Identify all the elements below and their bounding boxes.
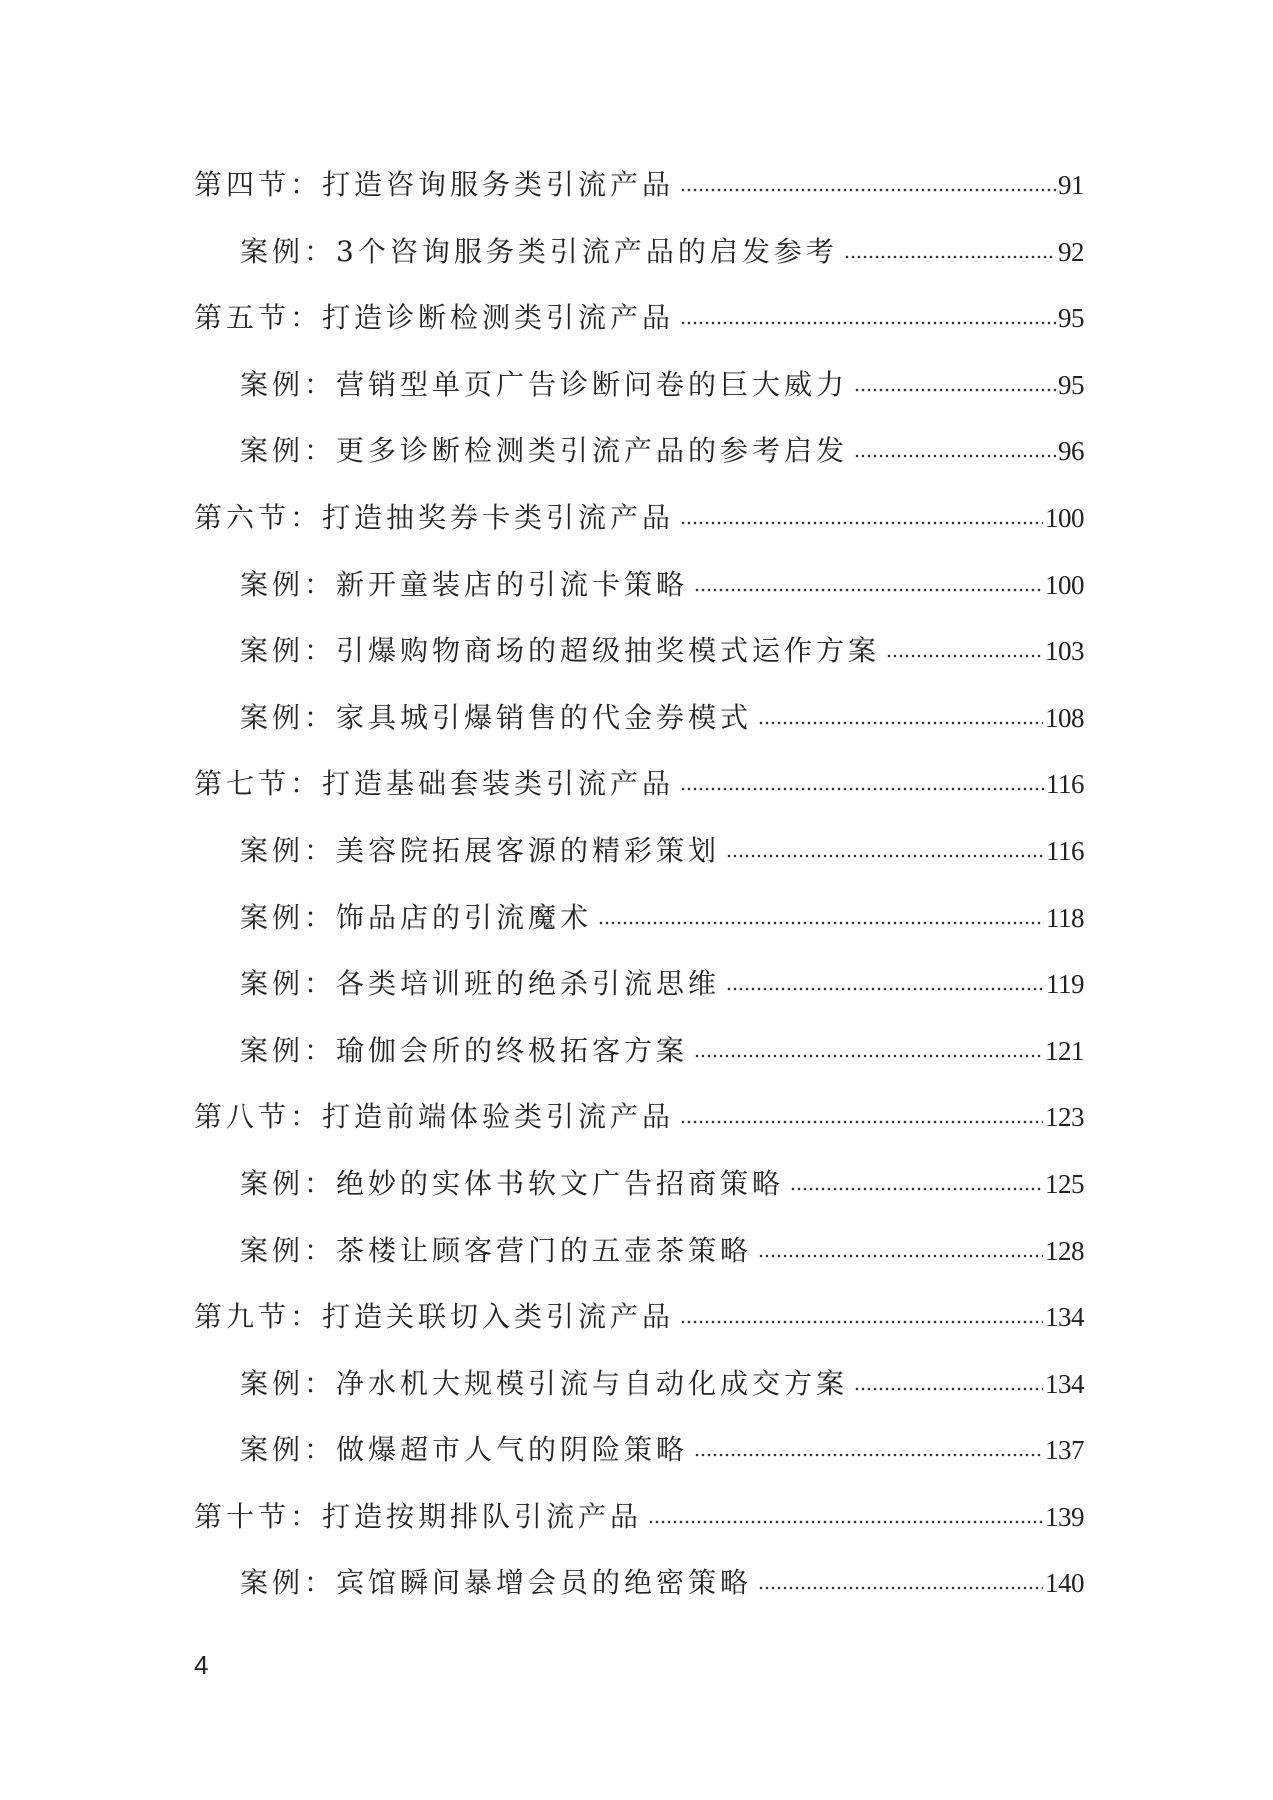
toc-entry-page-number: 95 <box>1058 369 1084 400</box>
toc-case-entry <box>194 1563 1084 1630</box>
toc-case-entry <box>194 964 1084 1031</box>
toc-section-entry <box>194 1097 1084 1164</box>
toc-case-entry <box>194 631 1084 698</box>
toc-case-entry <box>194 698 1084 765</box>
toc-entry-title: 第九节：打造关联切入类引流产品 <box>194 1300 675 1334</box>
dot-leader <box>680 165 1056 193</box>
toc-case-entry <box>194 898 1084 965</box>
toc-entry-title: 案例：各类培训班的绝杀引流思维 <box>240 967 721 1001</box>
toc-entry-page-number: 108 <box>1045 702 1084 733</box>
toc-case-entry <box>194 831 1084 898</box>
dot-leader <box>680 298 1056 326</box>
toc-section-entry <box>194 764 1084 831</box>
toc-entry-page-number: 95 <box>1058 303 1084 334</box>
toc-entry-page-number: 119 <box>1046 969 1084 1000</box>
toc-case-entry <box>194 1164 1084 1231</box>
toc-entry-title: 第五节：打造诊断检测类引流产品 <box>194 301 675 335</box>
toc-entry-page-number: 123 <box>1045 1102 1084 1133</box>
dot-leader <box>758 1231 1043 1259</box>
toc-case-entry <box>194 1430 1084 1497</box>
toc-entry-title: 第十节：打造按期排队引流产品 <box>194 1499 643 1533</box>
dot-leader <box>648 1497 1043 1525</box>
dot-leader <box>694 565 1043 593</box>
toc-entry-page-number: 116 <box>1046 835 1084 866</box>
toc-entry-page-number: 134 <box>1045 1368 1084 1399</box>
toc-case-entry <box>194 232 1084 299</box>
toc-case-entry <box>194 1031 1084 1098</box>
toc-entry-title: 第八节：打造前端体验类引流产品 <box>194 1100 675 1134</box>
dot-leader <box>886 631 1043 659</box>
toc-entry-title: 案例：做爆超市人气的阴险策略 <box>240 1433 689 1467</box>
toc-entry-title: 第六节：打造抽奖券卡类引流产品 <box>194 500 675 534</box>
dot-leader <box>854 431 1056 459</box>
toc-section-entry <box>194 165 1084 232</box>
toc-entry-title: 案例：新开童装店的引流卡策略 <box>240 567 689 601</box>
toc-case-entry <box>194 431 1084 498</box>
toc-entry-title: 案例：绝妙的实体书软文广告招商策略 <box>240 1166 785 1200</box>
toc-entry-page-number: 121 <box>1045 1035 1084 1066</box>
toc-entry-title: 案例：家具城引爆销售的代金券模式 <box>240 700 753 734</box>
toc-entry-page-number: 92 <box>1058 236 1084 267</box>
toc-entry-title: 案例：饰品店的引流魔术 <box>240 900 593 934</box>
dot-leader <box>726 831 1044 859</box>
page-number: 4 <box>194 1650 209 1680</box>
dot-leader <box>854 365 1056 393</box>
toc-entry-page-number: 134 <box>1045 1302 1084 1333</box>
toc-case-entry <box>194 1231 1084 1298</box>
toc-entry-page-number: 91 <box>1058 170 1084 200</box>
toc-entry-title: 案例：营销型单页广告诊断问卷的巨大威力 <box>240 367 849 401</box>
toc-entry-page-number: 116 <box>1046 769 1084 800</box>
dot-leader <box>598 898 1044 926</box>
toc-entry-page-number: 125 <box>1045 1168 1084 1199</box>
toc-entry-title: 案例：瑜伽会所的终极拓客方案 <box>240 1033 689 1067</box>
dot-leader <box>790 1164 1043 1192</box>
toc-entry-title: 第七节：打造基础套装类引流产品 <box>194 767 675 801</box>
toc-section-entry <box>194 1497 1084 1564</box>
toc-entry-page-number: 139 <box>1045 1501 1084 1532</box>
dot-leader <box>680 1097 1043 1125</box>
toc-entry-page-number: 100 <box>1045 569 1084 600</box>
toc-entry-title: 案例：净水机大规模引流与自动化成交方案 <box>240 1366 849 1400</box>
toc-section-entry <box>194 298 1084 365</box>
toc-case-entry <box>194 565 1084 632</box>
toc-entry-page-number: 100 <box>1045 502 1084 533</box>
toc-section-entry <box>194 1297 1084 1364</box>
toc-entry-title: 案例：3个咨询服务类引流产品的启发参考 <box>240 234 838 268</box>
dot-leader <box>844 232 1056 260</box>
toc-entry-title: 案例：茶楼让顾客营门的五壶茶策略 <box>240 1233 753 1267</box>
toc-entry-page-number: 96 <box>1058 436 1084 467</box>
table-of-contents <box>194 165 1084 1630</box>
dot-leader <box>680 764 1044 792</box>
toc-entry-page-number: 140 <box>1045 1568 1084 1599</box>
toc-entry-page-number: 118 <box>1046 902 1084 933</box>
dot-leader <box>694 1031 1043 1059</box>
toc-section-entry <box>194 498 1084 565</box>
toc-entry-title: 案例：美容院拓展客源的精彩策划 <box>240 833 721 867</box>
toc-entry-title: 第四节：打造咨询服务类引流产品 <box>194 168 675 201</box>
toc-entry-page-number: 103 <box>1045 636 1084 667</box>
toc-case-entry <box>194 365 1084 432</box>
toc-entry-title: 案例：引爆购物商场的超级抽奖模式运作方案 <box>240 634 881 668</box>
dot-leader <box>854 1364 1043 1392</box>
dot-leader <box>758 698 1043 726</box>
dot-leader <box>680 1297 1043 1325</box>
dot-leader <box>680 498 1043 526</box>
toc-case-entry <box>194 1364 1084 1431</box>
toc-entry-page-number: 137 <box>1045 1435 1084 1466</box>
toc-entry-title: 案例：宾馆瞬间暴增会员的绝密策略 <box>240 1566 753 1600</box>
toc-entry-title: 案例：更多诊断检测类引流产品的参考启发 <box>240 434 849 468</box>
dot-leader <box>758 1563 1043 1591</box>
dot-leader <box>694 1430 1043 1458</box>
dot-leader <box>726 964 1044 992</box>
toc-entry-page-number: 128 <box>1045 1235 1084 1266</box>
